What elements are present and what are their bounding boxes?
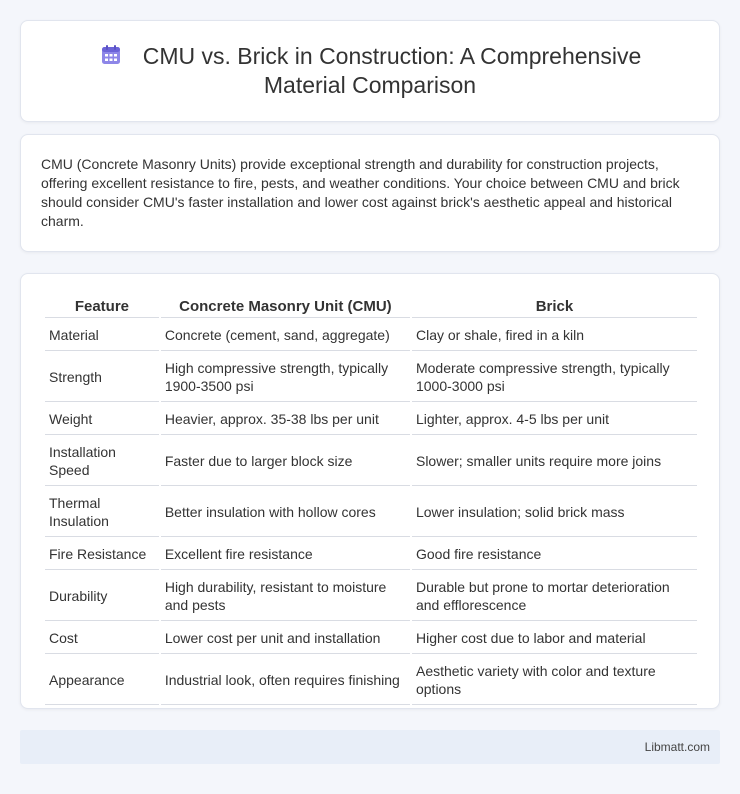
title-card	[20, 20, 720, 122]
row-brick: Clay or shale, fired in a kiln	[412, 320, 697, 351]
row-feature: Thermal Insulation	[45, 488, 159, 537]
row-cmu: Concrete (cement, sand, aggregate)	[161, 320, 410, 351]
row-feature: Appearance	[45, 656, 159, 705]
footer-site-link[interactable]: Libmatt.com	[644, 740, 710, 754]
row-cmu: Industrial look, often requires finishing	[161, 656, 410, 705]
row-cmu: High durability, resistant to moisture and pests	[161, 572, 410, 621]
table-row	[45, 539, 697, 570]
table-row	[45, 656, 697, 705]
row-brick: Aesthetic variety with color and texture options	[412, 656, 697, 705]
row-feature: Strength	[45, 353, 159, 402]
row-feature: Fire Resistance	[45, 539, 159, 570]
row-cmu: Excellent fire resistance	[161, 539, 410, 570]
table-row	[45, 623, 697, 654]
header-brick: Brick	[412, 296, 697, 318]
row-cmu: Heavier, approx. 35-38 lbs per unit	[161, 404, 410, 435]
table-row	[45, 572, 697, 621]
row-brick: Lighter, approx. 4-5 lbs per unit	[412, 404, 697, 435]
row-brick: Lower insulation; solid brick mass	[412, 488, 697, 537]
comparison-table	[43, 294, 699, 707]
row-feature: Installation Speed	[45, 437, 159, 486]
intro-paragraph: CMU (Concrete Masonry Units) provide exceptional strength and durability for construction projects, offering excellent resistance to fire, pests, and weather conditions. Your choice between CMU and brick should consider CMU's faster installation and lower cost against brick's aesthetic appeal and historical charm.	[41, 156, 680, 229]
table-header-row	[45, 296, 697, 318]
table-row	[45, 353, 697, 402]
calendar-icon	[99, 43, 123, 67]
table-row	[45, 404, 697, 435]
row-brick: Slower; smaller units require more joins	[412, 437, 697, 486]
row-brick: Good fire resistance	[412, 539, 697, 570]
row-brick: Higher cost due to labor and material	[412, 623, 697, 654]
intro-card	[20, 134, 720, 252]
header-cmu: Concrete Masonry Unit (CMU)	[161, 296, 410, 318]
footer	[20, 730, 720, 764]
row-brick: Moderate compressive strength, typically 1000-3000 psi	[412, 353, 697, 402]
header-feature: Feature	[45, 296, 159, 318]
table-row	[45, 488, 697, 537]
row-feature: Durability	[45, 572, 159, 621]
row-feature: Weight	[45, 404, 159, 435]
row-cmu: Faster due to larger block size	[161, 437, 410, 486]
row-brick: Durable but prone to mortar deterioration and efflorescence	[412, 572, 697, 621]
row-feature: Material	[45, 320, 159, 351]
table-row	[45, 320, 697, 351]
page-title: CMU vs. Brick in Construction: A Comprehensive Material Comparison	[142, 43, 642, 98]
table-row	[45, 437, 697, 486]
row-cmu: Better insulation with hollow cores	[161, 488, 410, 537]
page-title-wrap	[60, 42, 680, 100]
row-feature: Cost	[45, 623, 159, 654]
comparison-table-card	[20, 273, 720, 709]
row-cmu: High compressive strength, typically 1900-3500 psi	[161, 353, 410, 402]
row-cmu: Lower cost per unit and installation	[161, 623, 410, 654]
